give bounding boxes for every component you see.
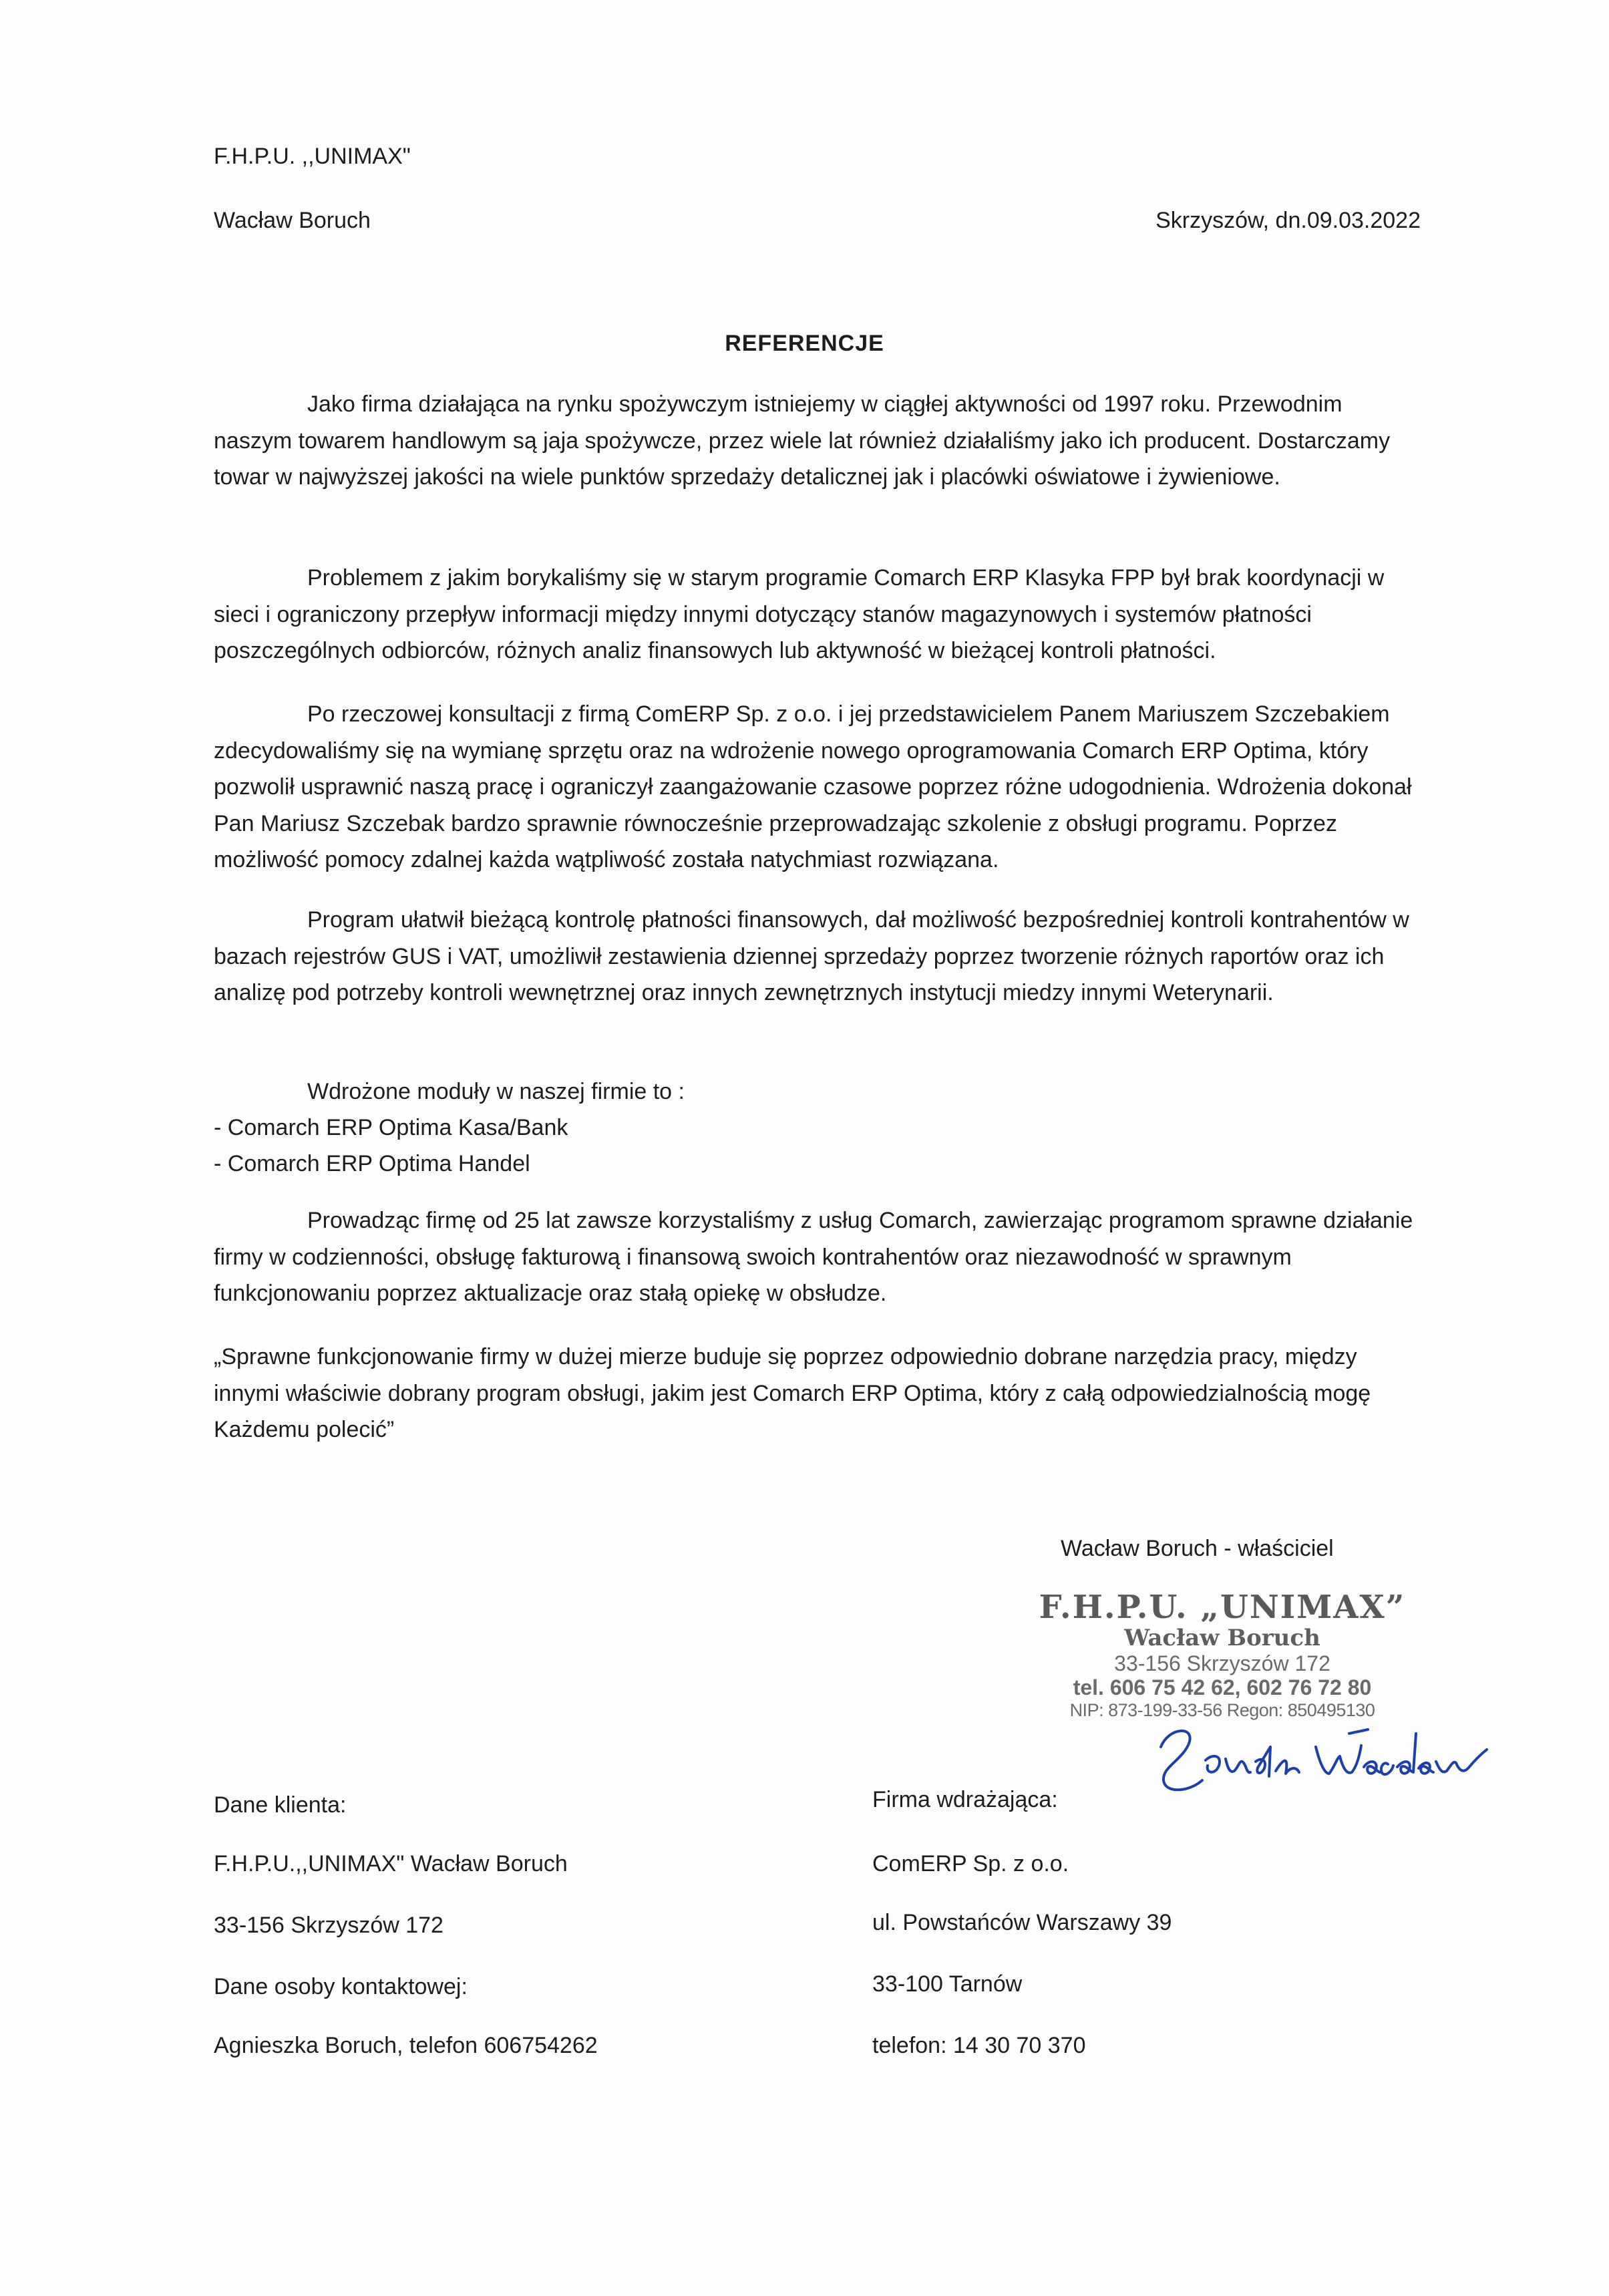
paragraph-program-benefits: Program ułatwił bieżącą kontrolę płatności finansowych, dał możliwość bezpośredniej kontroli kontrahentów w bazach rejestrów GUS i VAT, umożliwił zestawienia dziennej sprzedaży poprzez tworzenie różnych raportów oraz ich analizę pod potrzeby kontroli wewnętrznej oraz innych zewnętrznych instytucji miedzy innymi Weterynarii. — [214, 907, 1409, 1005]
stamp-company: F.H.P.U. „UNIMAX” — [1039, 1589, 1406, 1626]
paragraph-company-intro: Jako firma działająca na rynku spożywczym istniejemy w ciągłej aktywności od 1997 roku. Przewodnim naszym towarem handlowym są jaja spożywcze, przez wiele lat również działaliśmy jako ich producent. Dostarczamy towar w najwyższej jakości na wiele punktów sprzedaży detalicznej jak i placówki oświatowe i żywieniowe. — [214, 391, 1391, 490]
header-owner: Wacław Boruch — [214, 208, 371, 233]
client-contact: Agnieszka Boruch, telefon 606754262 — [214, 2033, 598, 2058]
company-stamp — [989, 1590, 1456, 1721]
client-address: 33-156 Skrzyszów 172 — [214, 1913, 443, 1938]
paragraph-quote: „Sprawne funkcjonowanie firmy w dużej mierze buduje się poprzez odpowiednio dobrane narzędzia pracy, między innymi właściwie dobrany program obsługi, jakim jest Comarch ERP Optima, który z całą odpowiedzialnością mogę Każdemu polecić” — [214, 1344, 1371, 1442]
implementer-name: ComERP Sp. z o.o. — [872, 1851, 1069, 1876]
implementer-city: 33-100 Tarnów — [872, 1971, 1023, 1997]
stamp-phone: tel. 606 75 42 62, 602 76 72 80 — [1073, 1675, 1372, 1699]
handwritten-signature — [1149, 1707, 1496, 1807]
header-company: F.H.P.U. ,,UNIMAX" — [214, 144, 411, 169]
client-heading: Dane klienta: — [214, 1792, 347, 1818]
module-item: - Comarch ERP Optima Handel — [214, 1151, 530, 1176]
implementer-street: ul. Powstańców Warszawy 39 — [872, 1910, 1172, 1935]
document-title: REFERENCJE — [725, 331, 884, 356]
paragraph-consultation: Po rzeczowej konsultacji z firmą ComERP Sp. z o.o. i jej przedstawicielem Panem Mariuszem Szczebakiem zdecydowaliśmy się na wymianę sprzętu oraz na wdrożenie nowego oprogramowania Comarch ERP Optima, który pozwolił usprawnić naszą pracę i ograniczył zaangażowanie czasowe poprzez różne udogodnienia. Wdrożenia dokonał Pan Mariusz Szczebak bardzo sprawnie równocześnie przeprowadzając szkolenie z obsługi programu. Poprzez możliwość pomocy zdalnej każda wątpliwość została natychmiast rozwiązana. — [214, 701, 1412, 872]
paragraph-experience: Prowadząc firmę od 25 lat zawsze korzystaliśmy z usług Comarch, zawierzając programom sprawne działanie firmy w codzienności, obsługę fakturową i finansową swoich kontrahentów oraz niezawodność w sprawnym funkcjonowaniu poprzez aktualizacje oraz stałą opiekę w obsłudze. — [214, 1208, 1413, 1306]
header-place-date: Skrzyszów, dn.09.03.2022 — [1155, 208, 1421, 233]
modules-intro: Wdrożone moduły w naszej firmie to : — [307, 1079, 685, 1104]
implementer-heading: Firma wdrażająca: — [872, 1787, 1058, 1812]
signatory-name: Wacław Boruch - właściciel — [1061, 1536, 1334, 1561]
stamp-ids: NIP: 873-199-33-56 Regon: 850495130 — [1069, 1700, 1375, 1720]
implementer-phone: telefon: 14 30 70 370 — [872, 2033, 1086, 2058]
client-name: F.H.P.U.,,UNIMAX" Wacław Boruch — [214, 1851, 568, 1876]
paragraph-problem: Problemem z jakim borykaliśmy się w starym programie Comarch ERP Klasyka FPP był brak koordynacji w sieci i ograniczony przepływ informacji między innymi dotyczący stanów magazynowych i systemów płatności poszczególnych odbiorców, różnych analiz finansowych lub aktywność w bieżącej kontroli płatności. — [214, 565, 1385, 663]
stamp-address: 33-156 Skrzyszów 172 — [1114, 1651, 1330, 1675]
stamp-owner: Wacław Boruch — [1124, 1625, 1320, 1651]
module-item: - Comarch ERP Optima Kasa/Bank — [214, 1115, 568, 1140]
client-contact-heading: Dane osoby kontaktowej: — [214, 1974, 468, 1999]
